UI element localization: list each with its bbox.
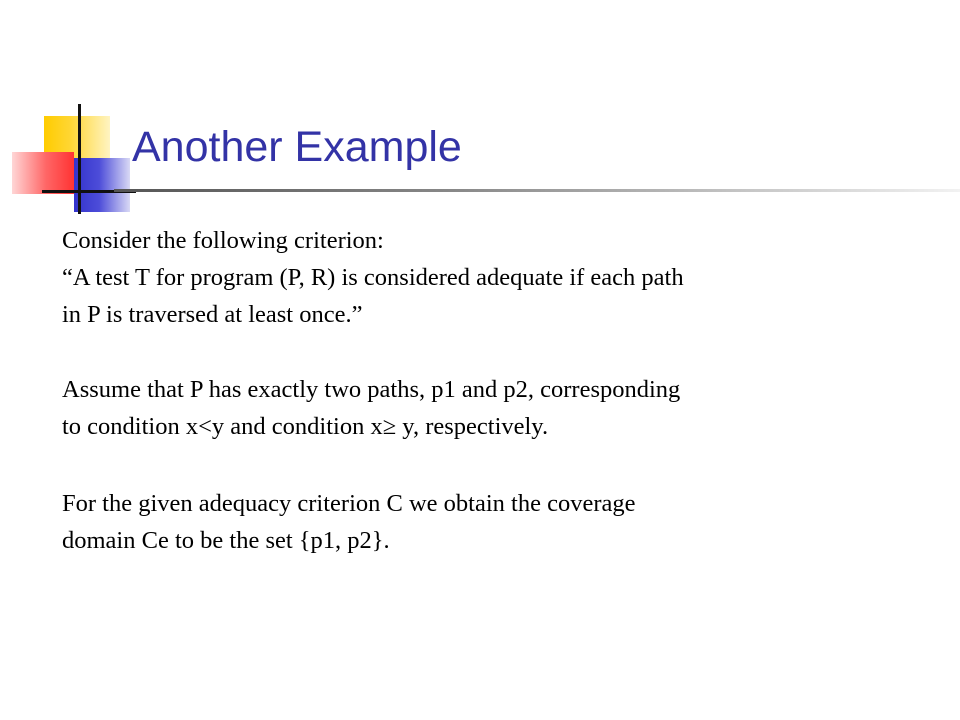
logo-red-square xyxy=(12,152,74,194)
text-line: For the given adequacy criterion C we obtain the coverage xyxy=(62,490,636,517)
text-line: Assume that P has exactly two paths, p1 and p2, corresponding xyxy=(62,376,681,403)
logo-vertical-line xyxy=(78,104,81,214)
coverage-paragraph xyxy=(62,485,922,559)
text-line: to condition x<y and condition x≥ y, respectively. xyxy=(62,413,549,440)
assumption-paragraph xyxy=(62,371,922,445)
criterion-paragraph xyxy=(62,222,922,333)
text-line: domain Ce to be the set {p1, p2}. xyxy=(62,527,390,554)
text-line: Consider the following criterion: xyxy=(62,227,384,254)
decorative-logo xyxy=(0,0,140,230)
logo-blue-square xyxy=(74,158,130,212)
text-line: “A test T for program (P, R) is considered adequate if each path xyxy=(62,264,684,291)
slide-title: Another Example xyxy=(132,123,462,171)
title-underline xyxy=(114,189,960,192)
text-line: in P is traversed at least once.” xyxy=(62,301,363,328)
